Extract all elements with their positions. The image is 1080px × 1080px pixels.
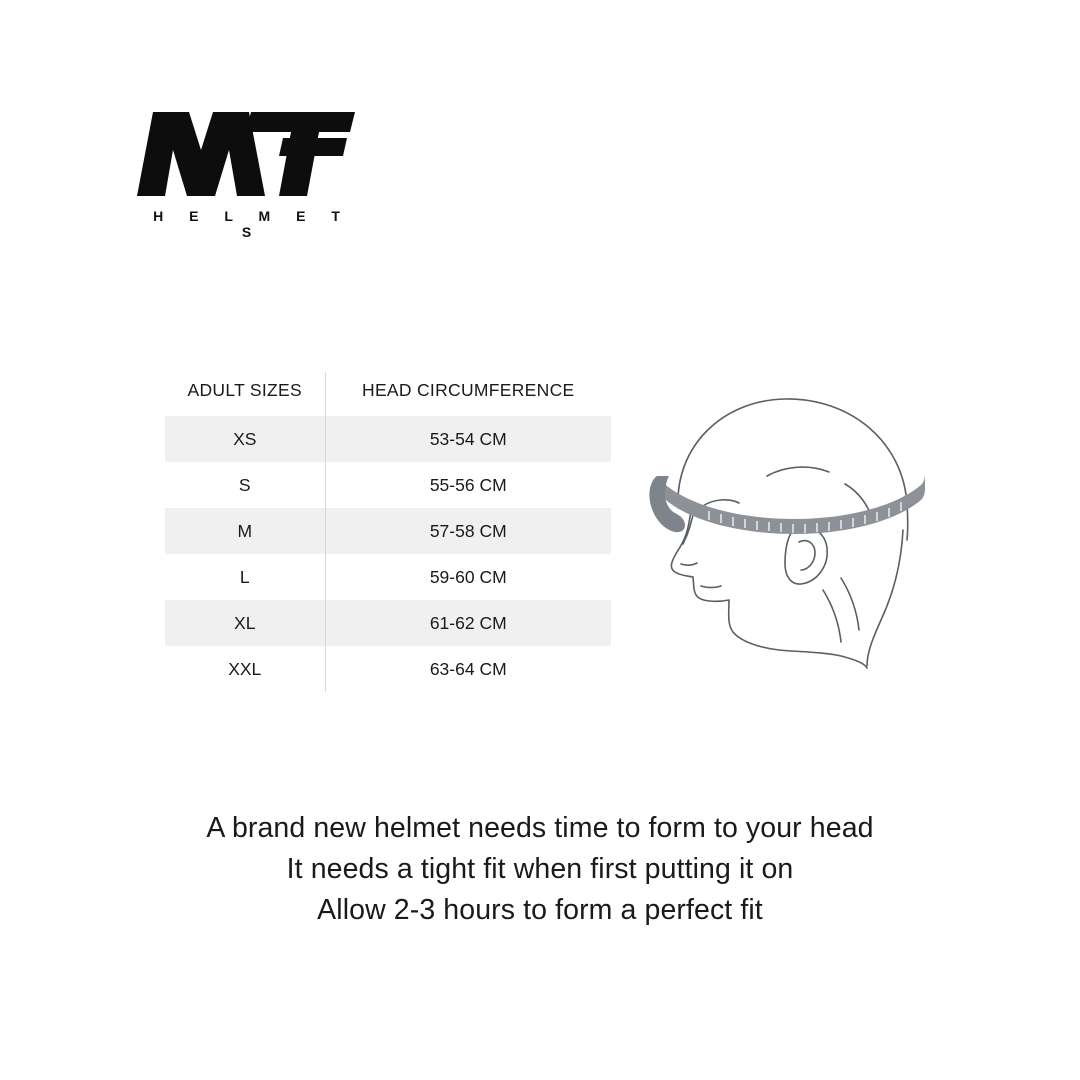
head-measurement-illustration — [645, 380, 955, 680]
cell-size: XXL — [165, 646, 325, 692]
cell-size: L — [165, 554, 325, 600]
column-header-head-circumference: HEAD CIRCUMFERENCE — [362, 379, 575, 400]
brand-logo — [133, 112, 363, 240]
cell-size: XS — [165, 416, 325, 462]
cell-circumference: 63-64 CM — [429, 658, 507, 679]
size-chart-table — [165, 372, 611, 692]
table-row — [165, 508, 611, 554]
cell-circumference: 55-56 CM — [429, 474, 507, 495]
caption-line-2: It needs a tight fit when first putting it on — [286, 853, 794, 885]
table-row — [165, 600, 611, 646]
cell-circumference: 57-58 CM — [325, 508, 611, 554]
column-header-adult-sizes: ADULT SIZES — [165, 372, 325, 416]
table-row — [165, 462, 611, 508]
table-row — [165, 416, 611, 462]
mt-logo-icon — [133, 112, 355, 196]
brand-subtitle: H E L M E T S — [153, 208, 351, 240]
cell-size: S — [165, 462, 325, 508]
table-row — [165, 554, 611, 600]
fit-instructions — [0, 808, 1080, 931]
cell-circumference: 53-54 CM — [325, 416, 611, 462]
cell-circumference: 59-60 CM — [429, 566, 507, 587]
table-row — [165, 646, 611, 692]
cell-size: M — [165, 508, 325, 554]
table-header-row — [165, 372, 611, 416]
cell-size: XL — [165, 600, 325, 646]
caption-line-1: A brand new helmet needs time to form to your head — [206, 812, 874, 844]
caption-line-3: Allow 2-3 hours to form a perfect fit — [317, 894, 763, 926]
cell-circumference: 61-62 CM — [325, 600, 611, 646]
